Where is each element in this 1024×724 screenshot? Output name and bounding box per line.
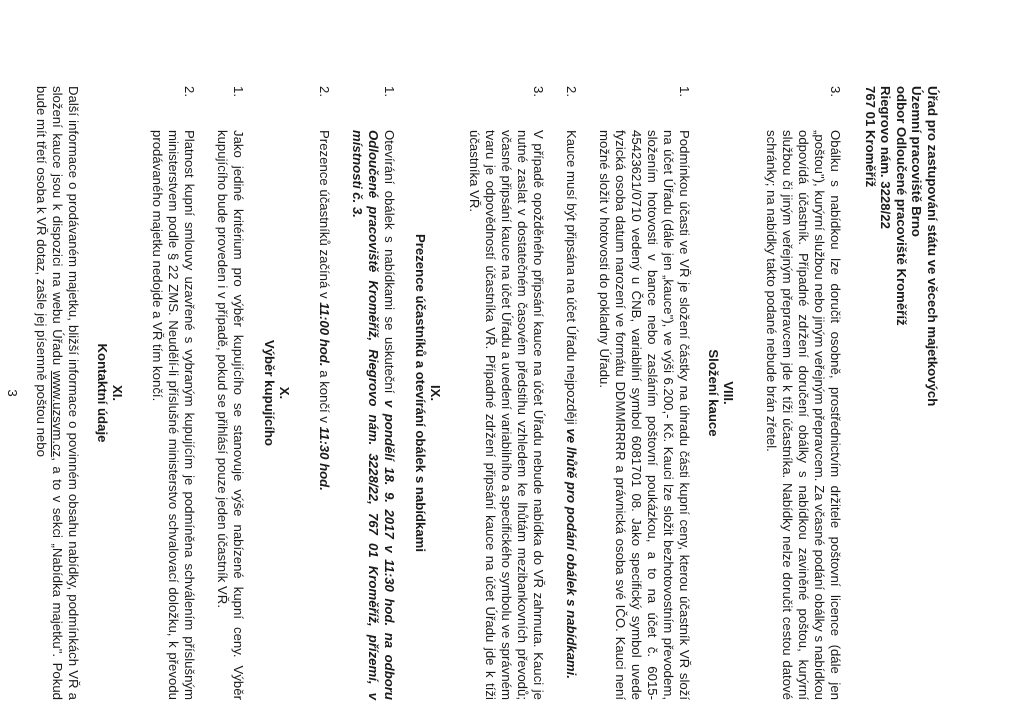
intro-paragraph <box>764 86 844 700</box>
section-10-paragraph-1 <box>215 86 247 700</box>
paragraph-text: Platnost kupní smlouvy uzavřené s vybraným kupujícím je podmíněna schválením příslušným ministerstvem podle § 22 ZMS. Neudělí-li příslušné ministerstvo schvalovací doložku, k převodu prodávaného majetku nedojde a VŘ tím končí. <box>150 130 198 700</box>
section-10-paragraph-2 <box>150 86 198 700</box>
section-10-title: Výběr kupujícího <box>262 339 278 447</box>
contact-paragraph <box>34 86 82 700</box>
section-8-paragraph-2 <box>564 86 580 700</box>
paragraph-number: 2. <box>564 86 580 97</box>
paragraph-text: Kauce musí být připsána na účet Úřadu nejpozději <box>564 130 580 425</box>
website-link[interactable]: www.uzsvm.cz <box>50 370 66 458</box>
paragraph-number: 1. <box>677 86 693 97</box>
section-9-roman: IX. <box>428 384 444 402</box>
paragraph-text: Otevírání obálek s nabídkami se uskuteční <box>382 130 398 394</box>
paragraph-text: Obálku s nabídkou lze doručit osobně, prostřednictvím držitele poštovní licence (dále jen „poštou"), kurýrní službou nebo jiným veřejným přepravcem. Za včasné podání obálky s nabídkou odpovídá účastník. Případné zdržení doručení obálky s nabídkou zaviněné poštou, kurýrní službou či jiným veřejným přepravcem jde k tíži účastníka. Nabídky nelze doručit cestou datové schránky; na nabídky takto podané nebude brán zřetel. <box>764 130 844 700</box>
section-9-paragraph-2 <box>317 86 333 700</box>
paragraph-text: Prezence účastníků začíná v <box>317 130 333 299</box>
paragraph-number: 2. <box>317 86 333 97</box>
paragraph-number: 1. <box>231 86 247 97</box>
attendance-start-time: 11:00 hod. <box>317 302 333 367</box>
paragraph-text: Jako jediné kritérium pro výběr kupujícího se stanovuje výše nabízené kupní ceny. Výběr kupujícího bude proveden i v případě, pokud se přihlásí pouze jeden účastník VŘ. <box>215 130 247 700</box>
opening-date-location: v pondělí 18. 9. 2017 v 11:30 hod. na odboru Odloučené pracoviště Kroměříž, Riegrovo nám. 3228/22, 767 01 Kroměříž, přízemí, v místnosti č. 3. <box>350 130 398 700</box>
paragraph-text: , a to v sekci „Nabídka majetku". Pokud bude mít třetí osoba k VŘ dotaz, zašle jej písemně poštou nebo <box>34 86 66 700</box>
section-11-title: Kontaktní údaje <box>95 343 111 443</box>
office-branch: Územní pracoviště Brno <box>909 86 925 237</box>
office-street: Riegrovo nám. 3228/22 <box>878 86 894 229</box>
section-9-paragraph-1 <box>350 86 398 700</box>
paragraph-number: 2. <box>182 86 198 97</box>
office-city: 767 01 Kroměříž <box>863 86 878 188</box>
paragraph-number: 3. <box>828 86 844 97</box>
office-department: odbor Odloučené pracoviště Kroměříž <box>894 86 909 326</box>
paragraph-text: a končí v <box>317 370 333 423</box>
deadline-emphasis: ve lhůtě pro podání obálek s nabídkami. <box>564 428 580 679</box>
paragraph-text: V případě opožděného připsání kauce na účet Úřadu nebude nabídka do VŘ zahrnuta. Kauci je nutné zaslat v dostatečném časovém předstihu vzhledem ke lhůtám mezibankovních převodů; včasné připsání kauce na účet Úřadu a uvedení variabilního a specifického symbolu ve správném tvaru je odpovědností účastníka VŘ. Případné zdržení připsání kauce na účet Úřadu jde k tíži účastníka VŘ. <box>467 130 547 700</box>
paragraph-number: 3. <box>531 86 547 97</box>
paragraph-number: 1. <box>382 86 398 97</box>
section-10-roman: X. <box>277 386 293 400</box>
page-number: 3 <box>5 389 21 397</box>
paragraph-text: Podmínkou účasti ve VŘ je složení částky na úhradu části kupní ceny, kterou účastník VŘ složí na účet Úřadu (dále jen „kauce"), ve výši 6.200,- Kč. Kauci lze složit bezhotovostním převodem, složením hotovosti v bance nebo zasláním poštovní poukázkou, a to na účet č. 6015-45423621/0710 vedený u ČNB, variabilní symbol 6081701 08. Jako specifický symbol uvede fyzická osoba datum narození ve formátu DDMMRRRR a právnická osoba své IČO. Kauci není možné složit v hotovosti do pokladny Úřadu. <box>597 130 693 700</box>
section-11-roman: XI. <box>110 384 126 402</box>
section-8-roman: VIII. <box>721 381 737 405</box>
attendance-end-time: 11:30 hod. <box>317 426 333 491</box>
section-8-paragraph-3 <box>467 86 547 700</box>
office-name: Úřad pro zastupování státu ve věcech majetkových <box>925 86 940 407</box>
paragraph-text: Další informace o prodávaném majetku, bližší informace o povinném obsahu nabídky, podmínkách VŘ a složení kauce jsou k dispozici na webu Úřadu <box>50 86 82 700</box>
section-8-paragraph-1 <box>597 86 693 700</box>
section-9-title: Prezence účastníků a otevírání obálek s nabídkami <box>413 233 429 553</box>
section-8-title: Složení kauce <box>706 349 722 437</box>
